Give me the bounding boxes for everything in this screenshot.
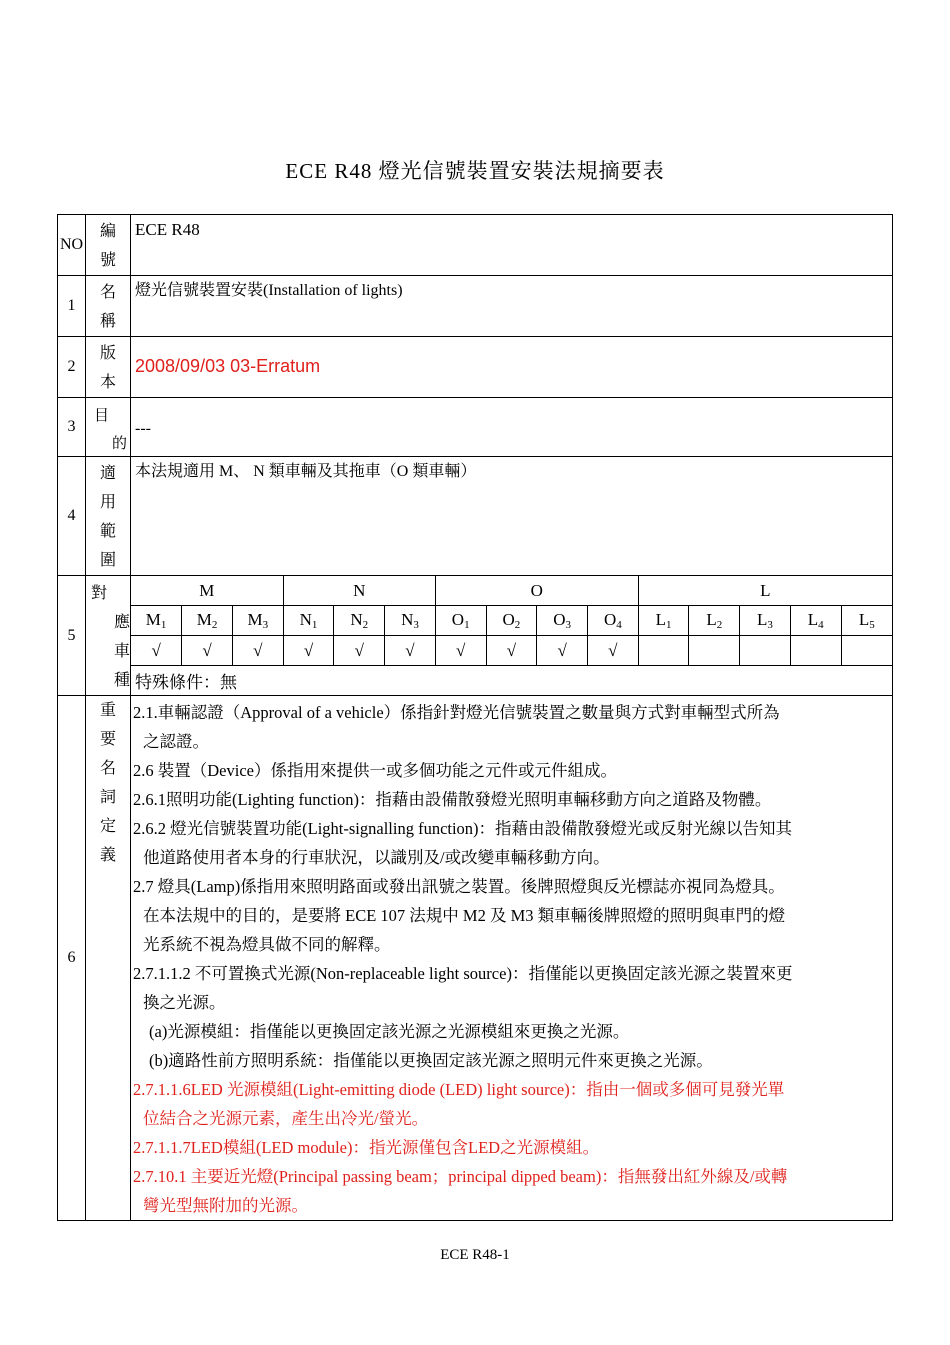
label-char: 定 [99, 818, 116, 835]
vehicle-category-L5 [841, 606, 892, 636]
table-row-scope [58, 457, 893, 576]
label-char: 要 [99, 731, 116, 748]
definition-line: (b)適路性前方照明系統：指僅能以更換固定該光源之照明元件來更換之光源。 [149, 1051, 713, 1070]
group-O: O [435, 576, 638, 606]
vehicle-category-O2 [486, 606, 537, 636]
category-letter: O [451, 610, 465, 629]
applicable-check [790, 636, 841, 666]
label-char: 車 [114, 643, 131, 660]
document-title: ECE R48 燈光信號裝置安裝法規摘要表 [285, 159, 665, 183]
definition-line: (a)光源模組：指僅能以更換固定該光源之光源模組來更換之光源。 [149, 1022, 630, 1041]
definition-line: 2.6.1照明功能(Lighting function)：指藉由設備散發燈光照明車輛移動方向之道路及物體。 [133, 790, 772, 809]
label-char: 種 [114, 672, 131, 689]
category-subscript: 1 [160, 619, 167, 631]
vehicle-category-O1 [435, 606, 486, 636]
category-letter: N [350, 610, 363, 629]
applicable-check: √ [486, 636, 537, 666]
row-number: 1 [58, 276, 86, 337]
label-cell [86, 215, 131, 276]
applicable-check: √ [131, 636, 182, 666]
label-char: 版 [99, 345, 116, 362]
label-char: 重 [99, 702, 116, 719]
table-row-header [58, 215, 893, 276]
category-subscript: 2 [211, 619, 218, 631]
label-bottom: 的 [111, 436, 127, 452]
applicable-check: √ [385, 636, 436, 666]
label-char: 名 [99, 760, 116, 777]
category-letter: L [655, 610, 666, 629]
scope-value: 本法規適用 M、 N 類車輛及其拖車（O 類車輛） [131, 457, 893, 576]
label-char: 稱 [99, 313, 116, 330]
label-cell [86, 398, 131, 457]
label-char: 號 [99, 252, 116, 269]
definition-line: 2.7.1.1.7LED模組(LED module)：指光源僅包含LED之光源模組。 [133, 1138, 600, 1157]
label-cell [86, 457, 131, 576]
row-number: 6 [58, 696, 86, 1221]
definition-line: 2.7.1.1.2 不可置換式光源(Non-replaceable light source)：指僅能以更換固定該光源之裝置來更 [133, 964, 793, 983]
definition-line: 彎光型無附加的光源。 [143, 1196, 308, 1215]
group-L: L [638, 576, 892, 606]
definition-line: 換之光源。 [143, 993, 226, 1012]
category-subscript: 3 [767, 619, 773, 631]
category-letter: M [247, 610, 263, 629]
applicable-check: √ [283, 636, 334, 666]
label-char: 圍 [99, 552, 116, 569]
applicable-check [841, 636, 892, 666]
label-cell [86, 576, 131, 696]
applicable-check: √ [435, 636, 486, 666]
category-subscript: 5 [869, 619, 875, 631]
definition-line: 在本法規中的目的，是要將 ECE 107 法規中 M2 及 M3 類車輛後牌照燈的照明與車門的燈 [143, 906, 786, 925]
definition-line: 之認證。 [143, 732, 209, 751]
vehicle-category-N3 [385, 606, 436, 636]
row-number: 4 [58, 457, 86, 576]
label-text [100, 223, 116, 269]
category-subscript: 4 [818, 619, 824, 631]
definition-line: 2.1.車輛認證（Approval of a vehicle）係指針對燈光信號裝置之數量與方式對車輛型式所為 [133, 703, 780, 722]
version-value [131, 337, 893, 398]
row-number: 5 [58, 576, 86, 696]
vehicle-category-L1 [638, 606, 689, 636]
label-char: 義 [99, 847, 116, 864]
table-row-definitions [58, 696, 893, 1221]
label-char: 編 [99, 223, 116, 240]
category-subscript: 3 [565, 619, 571, 631]
category-letter: L [706, 610, 717, 629]
category-letter: N [299, 610, 312, 629]
label-cell [86, 696, 131, 1221]
vehicle-category-N1 [283, 606, 334, 636]
category-letter: O [553, 610, 566, 629]
applicable-check: √ [232, 636, 283, 666]
page-footer: ECE R48-1 [440, 1247, 510, 1263]
vehicle-subcategory-row [131, 606, 892, 636]
vehicle-check-row [131, 636, 892, 666]
label-text [100, 465, 116, 569]
vehicle-category-N2 [334, 606, 385, 636]
vehicle-category-M1 [131, 606, 182, 636]
vehicle-category-L4 [790, 606, 841, 636]
definition-line: 2.6.2 燈光信號裝置功能(Light-signalling function)：指藉由設備散發燈光或反射光線以告知其 [133, 819, 793, 838]
label-text [100, 284, 116, 330]
category-subscript: 2 [514, 619, 521, 631]
row-number: 2 [58, 337, 86, 398]
number-value: ECE R48 [131, 215, 893, 276]
label-char: 範 [99, 523, 116, 540]
table-row-name [58, 276, 893, 337]
vehicle-category-M3 [232, 606, 283, 636]
applicable-check: √ [334, 636, 385, 666]
definition-line: 2.7 燈具(Lamp)係指用來照明路面或發出訊號之裝置。後牌照燈與反光標誌亦視同為燈具。 [133, 877, 785, 896]
definitions-cell [131, 696, 893, 1221]
group-N: N [283, 576, 435, 606]
category-letter: M [196, 610, 212, 629]
category-subscript: 1 [464, 619, 470, 631]
definition-line: 他道路使用者本身的行車狀況，以識別及/或改變車輛移動方向。 [143, 848, 610, 867]
definition-line: 2.6 裝置（Device）係指用來提供一或多個功能之元件或元件組成。 [133, 761, 617, 780]
purpose-value: --- [131, 398, 893, 457]
name-value: 燈光信號裝置安裝(Installation of lights) [131, 276, 893, 337]
group-M: M [131, 576, 283, 606]
applicable-check [740, 636, 791, 666]
category-letter: N [401, 610, 414, 629]
label-char: 對 [91, 585, 108, 602]
regulation-summary-table [57, 214, 893, 1221]
vehicle-category-O4 [587, 606, 638, 636]
definition-line: 2.7.1.1.6LED 光源模組(Light-emitting diode (LED) light source)：指由一個或多個可見發光單 [133, 1080, 785, 1099]
label-char: 用 [99, 494, 116, 511]
category-letter: L [858, 610, 870, 629]
vehicle-types-cell [131, 576, 893, 696]
applicable-check: √ [537, 636, 588, 666]
applicable-check: √ [587, 636, 638, 666]
vehicle-types-table [131, 576, 892, 695]
definition-line: 光系統不視為燈具做不同的解釋。 [143, 935, 391, 954]
special-conditions: 特殊條件：無 [131, 666, 892, 696]
category-subscript: 2 [716, 619, 723, 631]
label-char: 應 [114, 614, 131, 631]
label-text [100, 345, 116, 391]
category-letter: M [145, 610, 161, 629]
label-char: 本 [99, 374, 116, 391]
category-subscript: 1 [665, 619, 672, 631]
category-subscript: 3 [262, 619, 269, 631]
label-char: 詞 [99, 789, 116, 806]
vehicle-category-M2 [182, 606, 233, 636]
category-letter: L [807, 610, 819, 629]
label-char: 適 [99, 465, 116, 482]
applicable-check: √ [182, 636, 233, 666]
vehicle-category-L2 [689, 606, 740, 636]
category-subscript: 3 [413, 619, 419, 631]
definition-line: 2.7.10.1 主要近光燈(Principal passing beam；principal dipped beam)：指無發出紅外線及/或轉 [133, 1167, 788, 1186]
special-conditions-row [131, 666, 892, 696]
no-header: NO [58, 215, 86, 276]
table-row-purpose [58, 398, 893, 457]
vehicle-group-row [131, 576, 892, 606]
vehicle-category-O3 [537, 606, 588, 636]
row-number: 3 [58, 398, 86, 457]
table-row-vehicle-types [58, 576, 893, 696]
label-top: 目 [94, 408, 110, 424]
category-subscript: 4 [616, 619, 622, 631]
category-letter: O [502, 610, 515, 629]
category-letter: O [603, 610, 617, 629]
applicable-check [689, 636, 740, 666]
table-row-version [58, 337, 893, 398]
version-text: 2008/09/03 03-Erratum [135, 356, 321, 376]
vehicle-category-L3 [740, 606, 791, 636]
label-char: 名 [99, 284, 116, 301]
applicable-check [638, 636, 689, 666]
label-cell [86, 337, 131, 398]
label-cell [86, 276, 131, 337]
category-subscript: 2 [362, 619, 369, 631]
category-subscript: 1 [311, 619, 318, 631]
definition-line: 位結合之光源元素，產生出冷光/螢光。 [143, 1109, 429, 1128]
category-letter: L [757, 610, 768, 629]
